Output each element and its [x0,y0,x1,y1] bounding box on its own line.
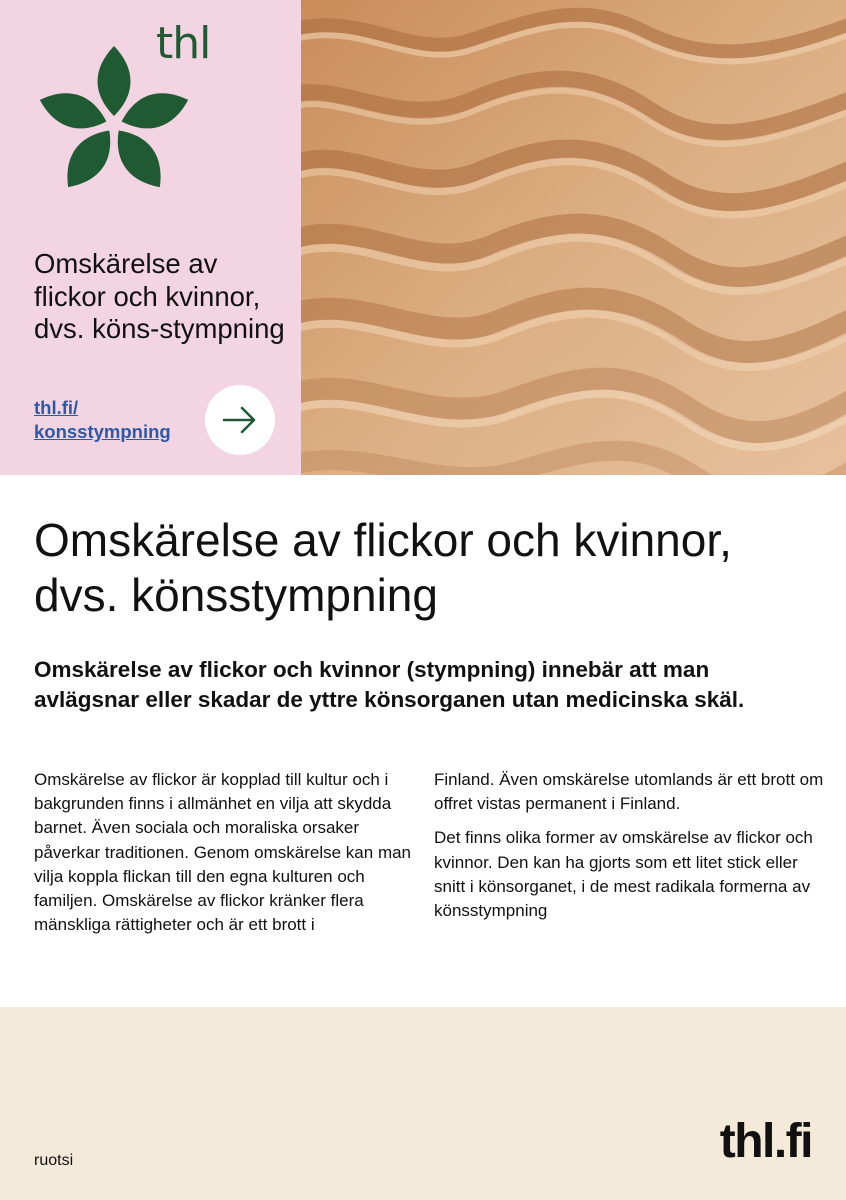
sand-dunes-image [301,0,846,475]
hero-panel [0,0,301,475]
footer [0,1007,846,1200]
paragraph-3: Det finns olika former av omskärelse av flickor och kvinnor. Den kan ha gjorts som ett litet stick eller snitt i könsorganet, i de mest radikala formerna av könsstympning [434,828,813,921]
arrow-button[interactable] [205,385,275,455]
thl-link[interactable]: thl.fi/ konsstympning [34,397,171,442]
hero-side-title: Omskärelse av flickor och kvinnor, dvs. köns-stympning [34,248,285,344]
article-title: Omskärelse av flickor och kvinnor, dvs. könsstympning [34,514,732,621]
article-lead: Omskärelse av flickor och kvinnor (stympning) innebär att man avlägsnar eller skadar de yttre könsorganen utan medicinska skäl. [34,657,745,712]
sand-dunes-photo [301,0,846,475]
hero-section [0,0,846,475]
paragraph-2: Finland. Även omskärelse utomlands är ett brott om offret vistas permanent i Finland. [434,770,824,814]
article-column-left [34,768,419,947]
arrow-right-icon [220,400,260,440]
thl-logo-text: thl [156,18,211,69]
article-column-right [434,768,824,933]
brand-logo: thl.fi [719,1115,812,1168]
paragraph-1: Omskärelse av flickor är kopplad till kultur och i bakgrunden finns i allmänhet en vilja att skydda barnet. Även sociala och moraliska orsaker påverkar traditionen. Genom omskärelse kan man vilja koppla flickan till den egna kulturen och familjen. Omskärelse av flickor kränker flera mänskliga rättigheter och är ett brott i [34,770,412,935]
language-label: ruotsi [34,1152,74,1169]
